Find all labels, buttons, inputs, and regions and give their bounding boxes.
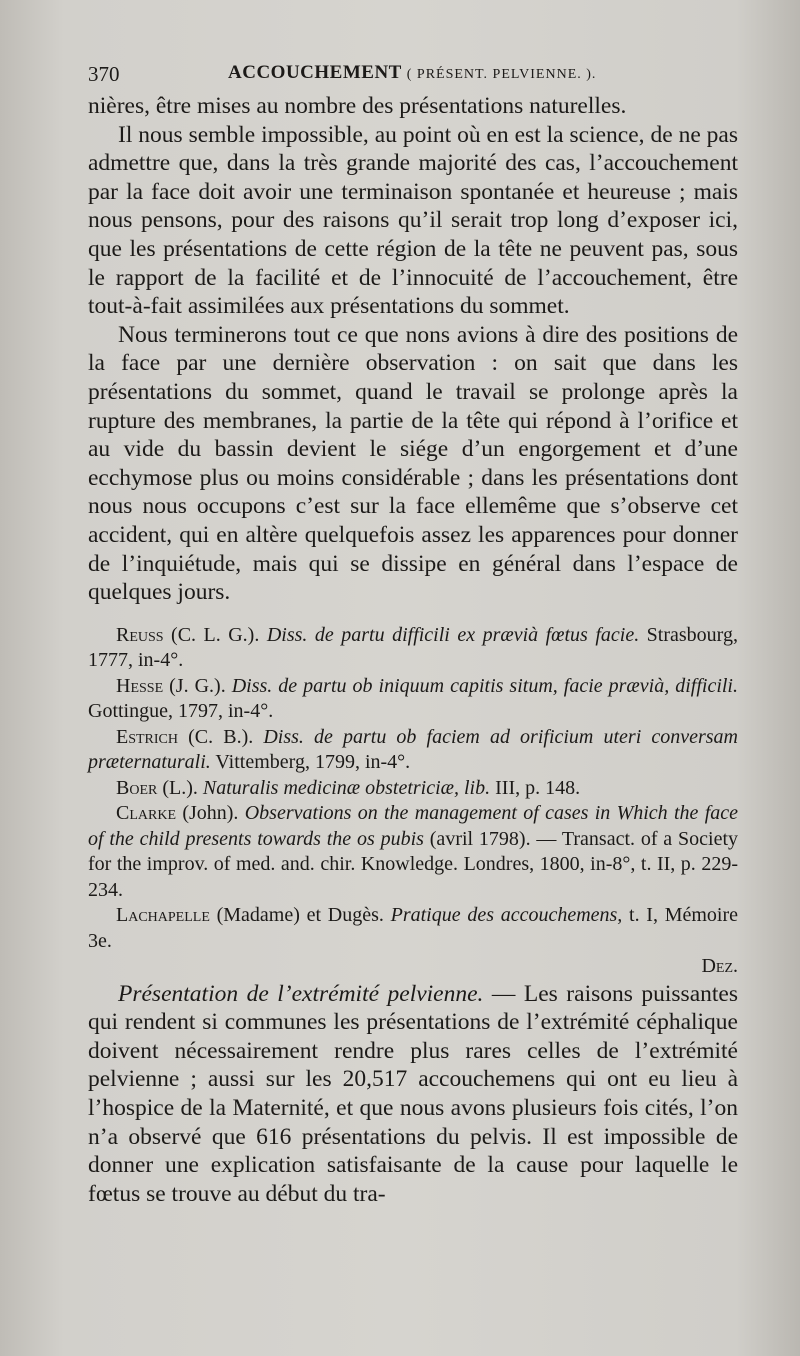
reference-title: Diss. de partu difficili ex prævià fœtus facie. <box>266 623 640 646</box>
reference-details: (Madame) et Dugès. <box>209 904 391 927</box>
reference-publication: t. I, Mémoire 3e. <box>88 904 739 952</box>
running-title-sub: ( PRÉSENT. PELVIENNE. ). <box>406 67 597 82</box>
section-text: — Les raisons puissantes qui rendent si communes les présentations de l’extrémité céphalique doivent nécessairement rendre plus rares celles de l’extrémité pelvienne ; aussi sur les 20,517 accouchemens qui ont eu lieu à l’hospice de la Maternité, et que nous avons plusieurs fois cités, l’on n’a observé que 616 présentations du pelvis. Il est impossible de donner une explication satisfaisante de la cause pour laquelle le fœtus se trouve au début du tra- <box>88 980 738 1207</box>
reference-item <box>88 801 738 903</box>
reference-publication: III, p. 148. <box>490 776 581 799</box>
page-number: 370 <box>88 62 120 86</box>
reference-publication: (avril 1798). — Transact. of a Society for the improv. of med. and. chir. Knowledge. Londres, 1800, in-8°, t. II, p. 229-234. <box>88 827 739 901</box>
reference-author: Lachapelle <box>116 904 210 927</box>
running-title-main: ACCOUCHEMENT <box>228 62 402 83</box>
reference-title: Naturalis medicinæ obstetriciæ, lib. <box>202 776 491 799</box>
reference-author: Reuss <box>116 623 164 646</box>
body-text <box>88 92 738 1208</box>
section-heading: Présentation de l’extrémité pelvienne. <box>118 980 484 1007</box>
reference-title: Diss. de partu ob faciem ad orificium uteri conversam præternaturali. <box>88 725 738 774</box>
author-signature: Dez. <box>701 955 738 978</box>
reference-item <box>88 903 738 954</box>
reference-title: Pratique des accouchemens, <box>390 904 623 927</box>
reference-details: (John). <box>176 802 245 825</box>
reference-author: Hesse <box>116 674 164 697</box>
reference-item <box>88 725 738 776</box>
reference-details: (C. L. G.). <box>163 623 267 646</box>
reference-publication: Vittemberg, 1799, in-4°. <box>210 751 411 774</box>
reference-author: Clarke <box>116 802 177 825</box>
reference-publication: Strasbourg, 1777, in-4°. <box>88 623 738 672</box>
paragraph: Nous terminerons tout ce que nons avions à dire des positions de la face par une dernière observation : on sait que dans les présentations du sommet, quand le travail se prolonge après la rupture des membranes, la partie de la tête qui répond à l’orifice et au vide du bassin devient le siége d’un engorgement et d’une ecchymose plus ou moins considérable ; dans les présentations dont nous nous occupons c’est sur la face ellemême que s’observe cet accident, qui en altère quelquefois assez les apparences pour donner de l’inquiétude, mais qui se dissipe en général dans l’espace de quelques jours. <box>88 321 738 606</box>
section-paragraph <box>88 980 738 1209</box>
reference-author: Boer <box>116 776 158 799</box>
reference-details: (L.). <box>157 776 203 799</box>
reference-title: Observations on the management of cases in Which the face of the child presents towards the os pubis <box>88 802 739 850</box>
paragraph: Il nous semble impossible, au point où en est la science, de ne pas admettre que, dans la très grande majorité des cas, l’accouchement par la face doit avoir une terminaison spontanée et heureuse ; mais nous pensons, pour des raisons qu’il serait trop long d’exposer ici, que les présentations de cette région de la tête ne peuvent pas, sous le rapport de la facilité et de l’innocuité de l’accouchement, être tout-à-fait assimilées aux présentations du sommet. <box>88 121 738 320</box>
reference-publication: Gottingue, 1797, in-4°. <box>88 700 274 723</box>
page-header <box>88 62 738 92</box>
reference-details: (C. B.). <box>178 725 264 748</box>
reference-item <box>88 674 738 725</box>
references-list <box>88 623 738 980</box>
paragraph: nières, être mises au nombre des présentations naturelles. <box>88 93 627 119</box>
reference-item <box>88 776 738 802</box>
running-title <box>228 62 596 84</box>
reference-author: Estrich <box>116 725 179 748</box>
reference-details: (J. G.). <box>163 674 232 697</box>
reference-title: Diss. de partu ob iniquum capitis situm, facie prævià, difficili. <box>231 674 738 697</box>
reference-item <box>88 623 738 674</box>
